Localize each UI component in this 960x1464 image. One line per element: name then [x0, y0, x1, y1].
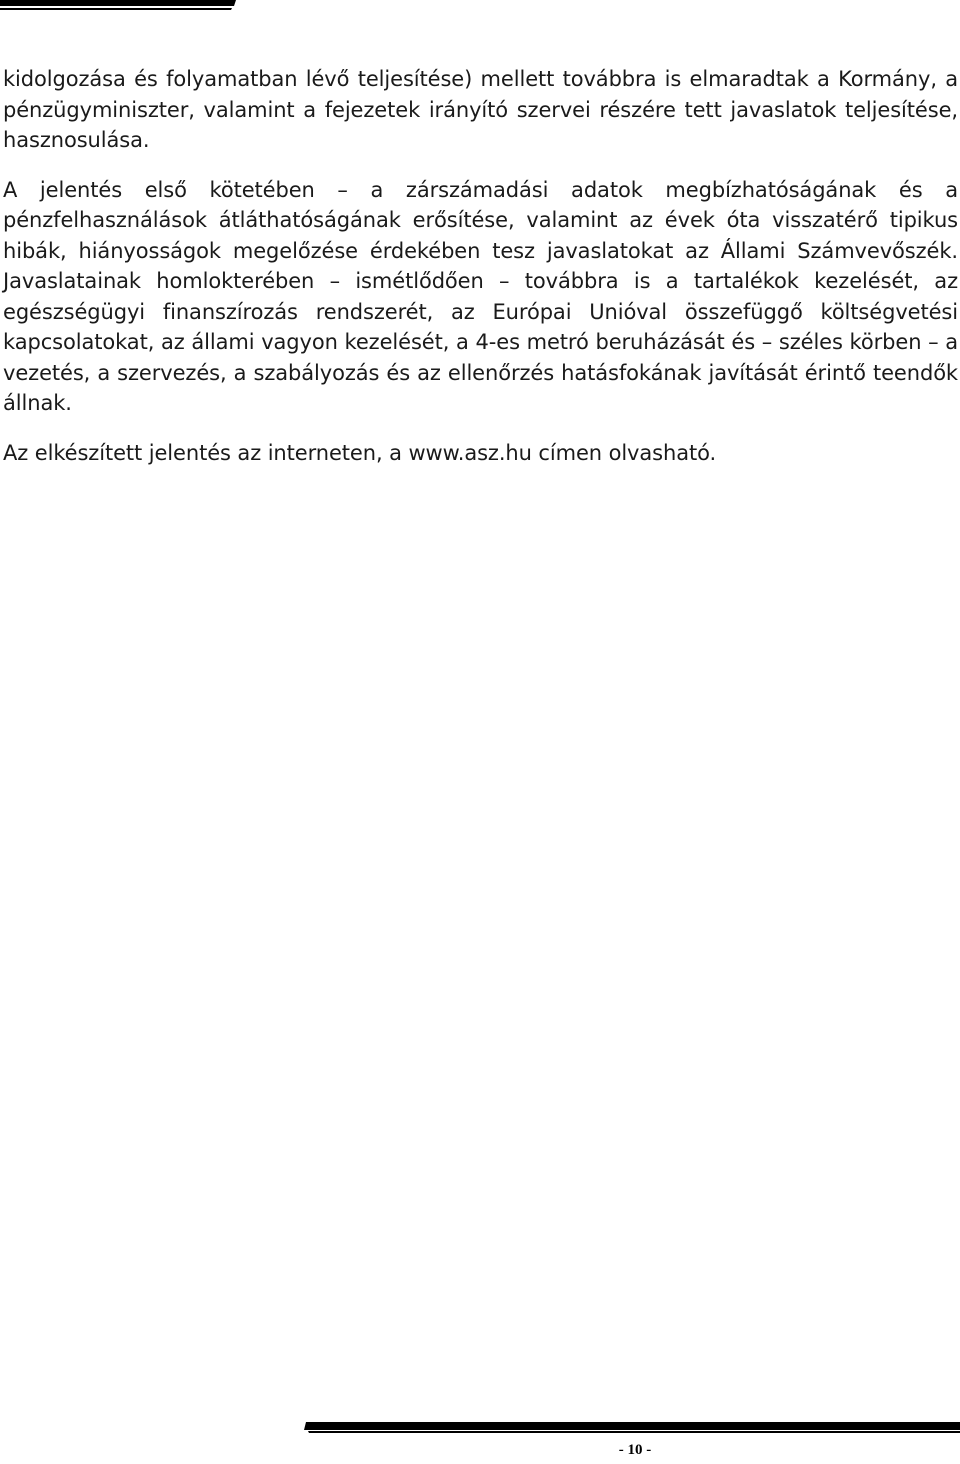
page-number: - 10 - [618, 1442, 652, 1458]
bottom-decorative-rule [304, 1422, 960, 1434]
paragraph-website-note: Az elkészített jelentés az interneten, a www.asz.hu címen olvasható. [3, 440, 717, 465]
paragraph-continuation: kidolgozása és folyamatban lévő teljesítése) mellett továbbra is elmaradtak a Kormány, a pénzügyminiszter, valamint a fejezetek irányító szervei részére tett javaslatok teljesítése, hasznosulása. [3, 67, 958, 152]
top-decorative-rule [0, 0, 236, 12]
document-body [3, 64, 958, 468]
paragraph-recommendations: A jelentés első kötetében – a zárszámadási adatok megbízhatóságának és a pénzfelhasználások átláthatóságának erősítése, valamint az évek óta visszatérő tipikus hibák, hiányosságok megelőzése érdekében tesz javaslatokat az Állami Számvevőszék. Javaslatainak homlokterében – ismétlődően – továbbra is a tartalékok kezelését, az egészségügyi finanszírozás rendszerét, az Európai Unióval összefüggő költségvetési kapcsolatokat, az állami vagyon kezelését, a 4-es metró beruházását és – széles körben – a vezetés, a szervezés, a szabályozás és az ellenőrzés hatásfokának javítását érintő teendők állnak. [3, 177, 958, 415]
